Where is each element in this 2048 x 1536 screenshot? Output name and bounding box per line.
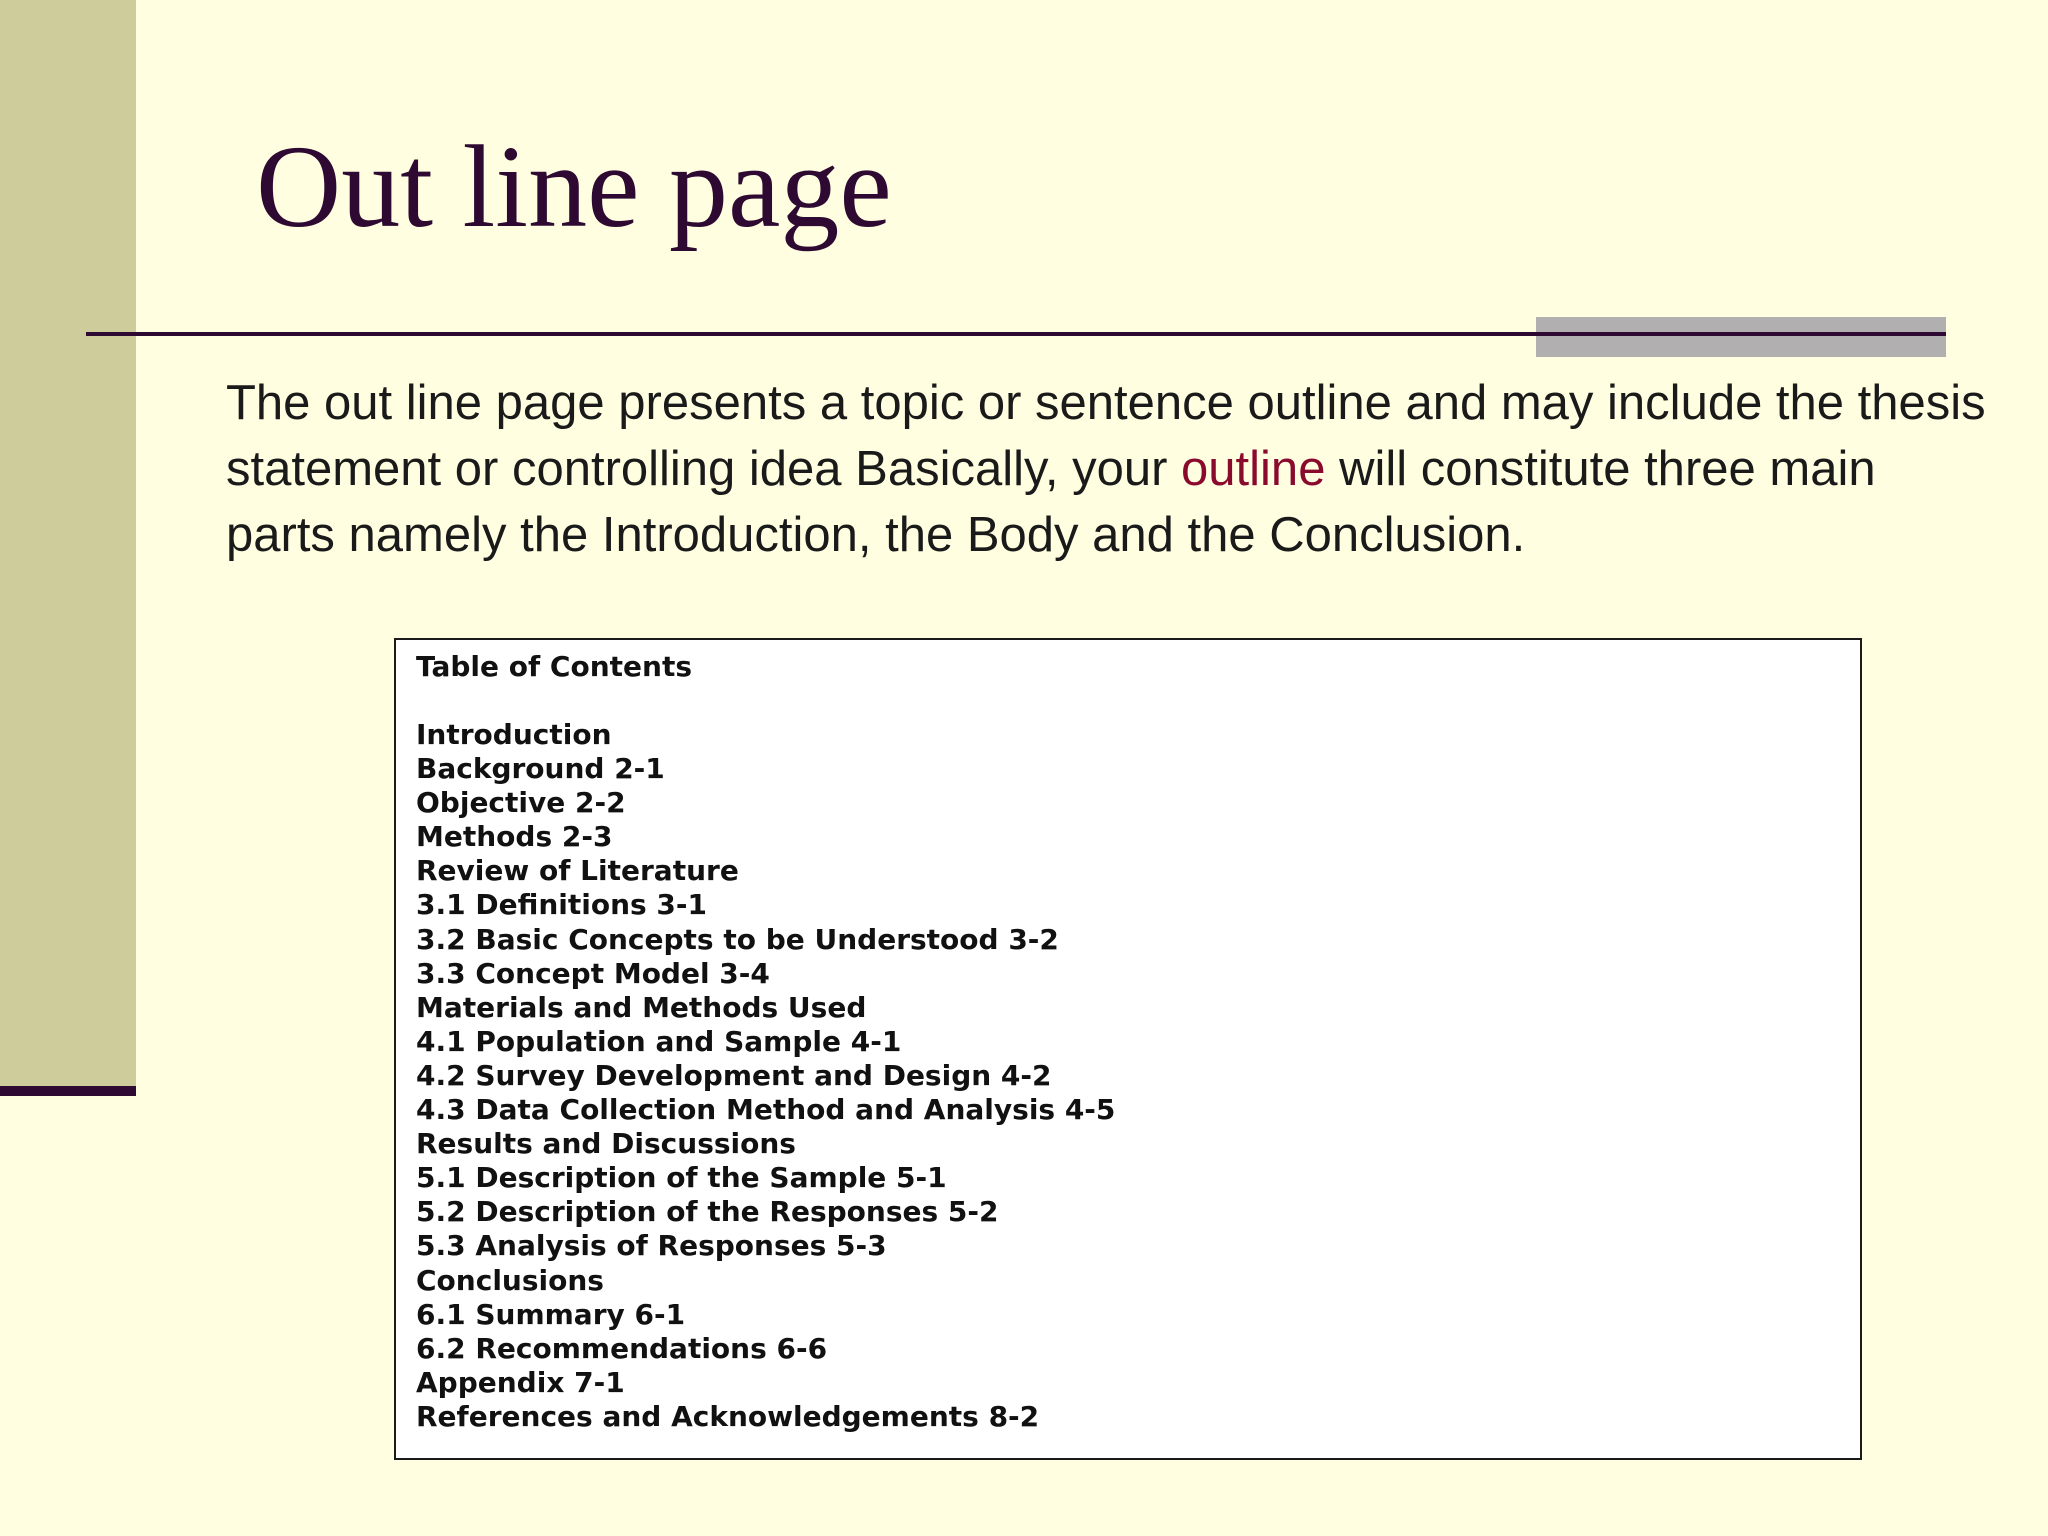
toc-item: References and Acknowledgements 8-2 (416, 1399, 1040, 1433)
toc-item: Objective 2-2 (416, 786, 626, 820)
toc-item: 3.1 Definitions 3-1 (416, 888, 708, 922)
toc-item: Introduction (416, 718, 612, 751)
toc-item: Results and Discussions (416, 1127, 796, 1161)
toc-item: Materials and Methods Used (416, 990, 867, 1024)
toc-item: 3.2 Basic Concepts to be Understood 3-2 (416, 922, 1059, 956)
slide-title: Out line page (256, 121, 892, 252)
toc-item: 5.2 Description of the Responses 5-2 (416, 1195, 999, 1229)
toc-heading: Table of Contents (416, 650, 693, 683)
title-underline-rule (86, 332, 1946, 336)
toc-item: Background 2-1 (416, 752, 665, 786)
toc-spacer (416, 684, 1860, 718)
toc-item: 6.1 Summary 6-1 (416, 1297, 686, 1331)
body-highlight-word: outline (1181, 442, 1326, 496)
toc-item: Review of Literature (416, 854, 739, 888)
toc-list (416, 718, 1860, 1434)
body-paragraph (226, 370, 1986, 568)
body-text-after: will constitute three main parts namely the Introduction, the Body and the Conclusion. (226, 442, 1876, 562)
toc-item: 6.2 Recommendations 6-6 (416, 1331, 828, 1365)
toc-item: 5.1 Description of the Sample 5-1 (416, 1161, 947, 1195)
toc-item: 4.1 Population and Sample 4-1 (416, 1024, 902, 1058)
body-text-before: The out line page presents a topic or sentence outline and may include the thesis statement or controlling idea Basically, your (226, 376, 1986, 496)
sidebar-accent-rule (0, 1086, 136, 1096)
toc-item: Conclusions (416, 1263, 604, 1297)
sidebar-band (0, 0, 136, 1088)
toc-item: Appendix 7-1 (416, 1365, 625, 1399)
toc-item: 3.3 Concept Model 3-4 (416, 956, 770, 990)
toc-item: Methods 2-3 (416, 820, 613, 854)
toc-item: 4.2 Survey Development and Design 4-2 (416, 1058, 1052, 1092)
toc-item: 5.3 Analysis of Responses 5-3 (416, 1229, 887, 1263)
toc-item: 4.3 Data Collection Method and Analysis 4-5 (416, 1093, 1116, 1127)
title-gray-accent (1536, 317, 1946, 357)
table-of-contents-box (394, 638, 1862, 1460)
